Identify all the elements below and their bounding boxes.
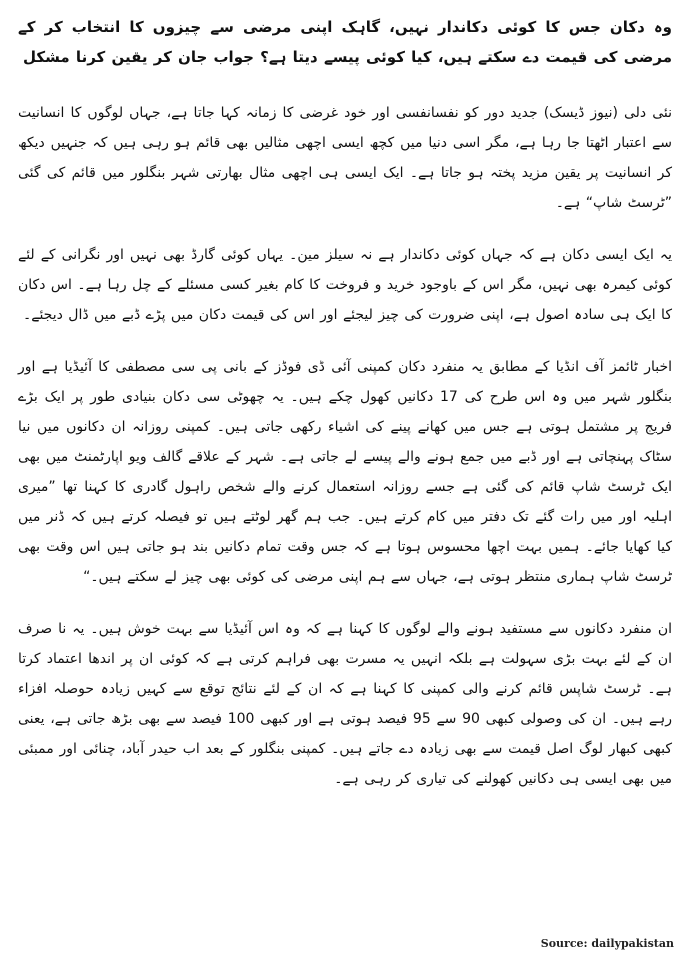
source-credit: Source: dailypakistan [540,937,674,950]
article-paragraph-1: نئی دلی (نیوز ڈیسک) جدید دور کو نفسانفسی اور خود غرضی کا زمانہ کہا جاتا ہے، جہاں لوگوں کا انسانیت سے اعتبار اٹھتا جا رہا ہے، مگر اسی دنیا میں کچھ ایسی اچھی مثالیں بھی قائم ہو رہی ہیں کہ جنہیں دیکھ کر انسانیت پر یقین مزید پختہ ہو جاتا ہے۔ ایک ایسی ہی اچھی مثال بھارتی شہر بنگلور میں قائم کی گئی ”ٹرسٹ شاپ“ ہے۔ [18,105,672,211]
article-paragraph-4: ان منفرد دکانوں سے مستفید ہونے والے لوگوں کا کہنا ہے کہ وہ اس آئیڈیا سے بہت خوش ہیں۔ یہ نا صرف ان کے لئے بہت بڑی سہولت ہے بلکہ انہیں یہ مسرت بھی فراہم کرتی ہے کہ کوئی ان پر اندھا اعتماد کرتا ہے۔ ٹرسٹ شاپس قائم کرنے والی کمپنی کا کہنا ہے کہ ان کے لئے نتائج توقع سے کہیں زیادہ حوصلہ افزاء رہے ہیں۔ ان کی وصولی کبھی 90 سے 95 فیصد ہوتی ہے اور کبھی 100 فیصد سے بھی بڑھ جاتی ہے، یعنی کبھی کبھار لوگ اصل قیمت سے بھی زیادہ دے جاتے ہیں۔ کمپنی بنگلور کے بعد اب حیدر آباد، چنائی اور ممبئی میں بھی ایسی ہی دکانیں کھولنے کی تیاری کر رہی ہے۔ [18,621,672,787]
article-headline: وہ دکان جس کا کوئی دکاندار نہیں، گاہک اپنی مرضی سے چیزوں کا انتخاب کر کے مرضی کی قیمت دے سکتے ہیں، کیا کوئی پیسے دیتا ہے؟ جواب جان کر یقین کرنا مشکل [18,18,672,66]
article-paragraph-2: یہ ایک ایسی دکان ہے کہ جہاں کوئی دکاندار ہے نہ سیلز مین۔ یہاں کوئی گارڈ بھی نہیں اور نگرانی کے لئے کوئی کیمرہ بھی نہیں، مگر اس کے باوجود خرید و فروخت کا کام بغیر کسی مسئلے کے چل رہا ہے۔ اس دکان کا ایک ہی سادہ اصول ہے، اپنی ضرورت کی چیز لیجئے اور اس کی قیمت دکان میں پڑے ڈبے میں ڈال دیجئے۔ [18,247,672,323]
article-paragraph-3: اخبار ٹائمز آف انڈیا کے مطابق یہ منفرد دکان کمپنی آئی ڈی فوڈز کے بانی پی سی مصطفی کا آئیڈیا ہے اور بنگلور شہر میں وہ اس طرح کی 17 دکانیں کھول چکے ہیں۔ یہ چھوٹی سی دکان بنیادی طور پر ایک بڑے فریج پر مشتمل ہوتی ہے جس میں کھانے پینے کی اشیاء رکھی جاتی ہیں۔ کمپنی روزانہ ان دکانوں میں نیا سٹاک پہنچاتی ہے اور ڈبے میں جمع ہونے والے پیسے لے جاتی ہے۔ شہر کے علاقے گالف ویو اپارٹمنٹ میں بھی ایک ٹرسٹ شاپ قائم کی گئی ہے جسے روزانہ استعمال کرنے والے شخص راہول گادری کا کہنا تھا ”میری اہلیہ اور میں رات گئے تک دفتر میں کام کرتے ہیں۔ جب ہم گھر لوٹتے ہیں تو فیصلہ کرتے ہیں کہ ڈنر میں کیا کھایا جائے۔ ہمیں بہت اچھا محسوس ہوتا ہے کہ جس وقت تمام دکانیں بند ہو جاتی ہیں اس وقت بھی ٹرسٹ شاپ ہماری منتظر ہوتی ہے، جہاں سے ہم اپنی مرضی کی کوئی بھی چیز لے سکتے ہیں۔“ [18,359,672,585]
